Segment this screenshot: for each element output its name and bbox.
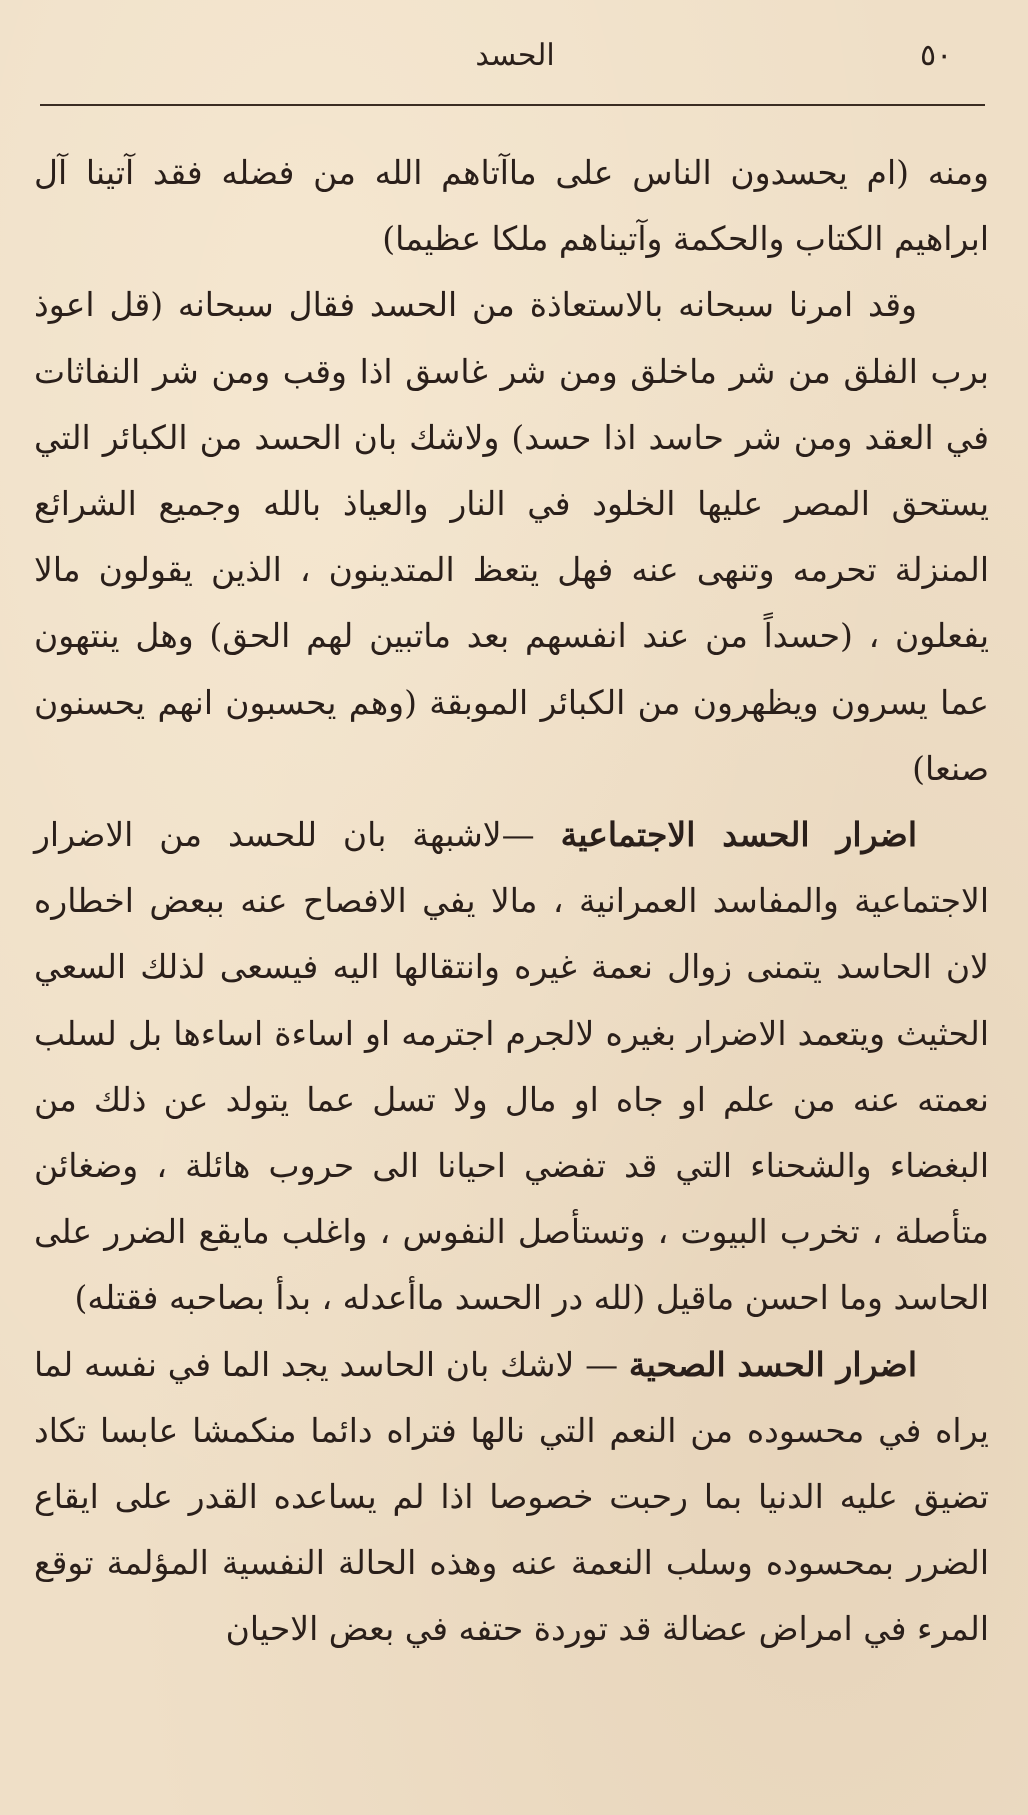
paragraph-1 (34, 140, 989, 272)
paragraph-text: وقد امرنا سبحانه بالاستعاذة من الحسد فقال سبحانه (قل اعوذ برب الفلق من شر ماخلق ومن شر غاسق اذا وقب ومن شر النفاثات في العقد ومن شر حاسد اذا حسد) ولاشك بان الحسد من الكبائر التي يستحق المصر عليها الخلود في النار والعياذ بالله وجميع الشرائع المنزلة تحرمه وتنهى عنه فهل يتعظ المتدينون ، الذين يقولون مالا يفعلون ، (حسداً من عند انفسهم بعد ماتبين لهم الحق) وهل ينتهون عما يسرون ويظهرون من الكبائر الموبقة (وهم يحسبون انهم يحسنون صنعا) (34, 285, 989, 788)
paragraph-4 (34, 1332, 989, 1663)
paragraph-text: —لاشبهة بان للحسد من الاضرار الاجتماعية والمفاسد العمرانية ، مالا يفي الافصاح عنه ببعض اخطاره لان الحاسد يتمنى زوال نعمة غيره وانتقالها اليه فيسعى لذلك السعي الحثيث ويتعمد الاضرار بغيره لالجرم اجترمه او اساءة اساءها بل لسلب نعمته عنه من علم او جاه او مال ولا تسل عما يتولد عن ذلك من البغضاء والشحناء التي قد تفضي احيانا الى حروب هائلة ، وضغائن متأصلة ، تخرب البيوت ، وتستأصل النفوس ، واغلب مايقع الضرر على الحاسد وما احسن ماقيل (لله در الحسد ماأعدله ، بدأ بصاحبه فقتله) (34, 815, 989, 1318)
paragraph-text: — لاشك بان الحاسد يجد الما في نفسه لما يراه في محسوده من النعم التي نالها فتراه دائما منكمشا عابسا تكاد تضيق عليه الدنيا بما رحبت خصوصا اذا لم يساعده القدر على ايقاع الضرر بمحسوده وسلب النعمة عنه وهذه الحالة النفسية المؤلمة توقع المرء في امراض عضالة قد توردة حتفه في بعض الاحيان (34, 1344, 989, 1649)
page-number: ٥٠ (920, 38, 953, 73)
paragraph-2 (34, 272, 989, 802)
page-header (40, 38, 990, 88)
running-title: الحسد (475, 38, 555, 73)
paragraph-text: ومنه (ام يحسدون الناس على ماآتاهم الله من فضله فقد آتينا آل ابراهيم الكتاب والحكمة وآتيناهم ملكا عظيما) (34, 153, 989, 259)
section-heading-health-harms: اضرار الحسد الصحية (628, 1344, 917, 1384)
header-rule (40, 104, 985, 106)
body-text (34, 140, 989, 1663)
section-heading-social-harms: اضرار الحسد الاجتماعية (560, 815, 918, 855)
paragraph-3 (34, 802, 989, 1332)
